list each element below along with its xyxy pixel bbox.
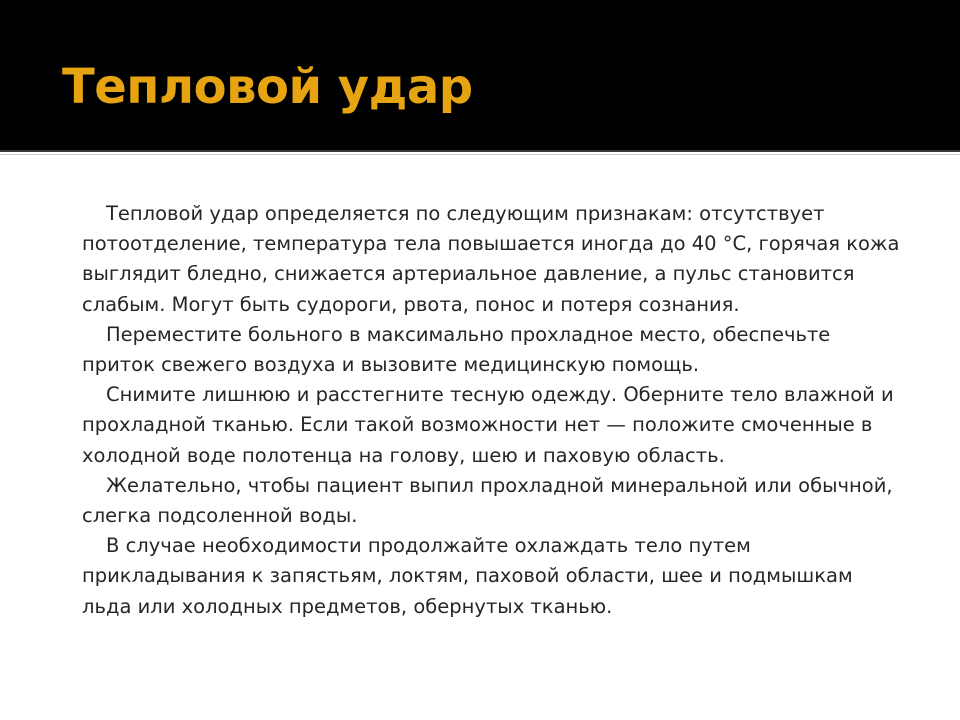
body-paragraph: Снимите лишнюю и расстегните тесную одежду. Оберните тело влажной и прохладной тканью. Если такой возможности нет — положите смоченные в холодной воде полотенца на голову, шею и паховую область. <box>82 383 894 467</box>
title-band <box>0 0 960 150</box>
title-divider-light <box>0 154 960 155</box>
body-paragraph: Желательно, чтобы пациент выпил прохладной минеральной или обычной, слегка подсоленной воды. <box>82 473 893 528</box>
slide-body <box>82 199 904 622</box>
body-paragraph: В случае необходимости продолжайте охлаждать тело путем прикладывания к запястьям, локтям, паховой области, шее и подмышкам льда или холодных предметов, обернутых тканью. <box>82 534 853 618</box>
slide-title: Тепловой удар <box>62 59 473 115</box>
title-divider <box>0 150 960 152</box>
body-paragraph: Тепловой удар определяется по следующим признакам: отсутствует потоотделение, температура тела повышается иногда до 40 °С, горячая кожа выглядит бледно, снижается артериальное давление, а пульс становится слабым. Могут быть судороги, рвота, понос и потеря сознания. <box>82 202 900 316</box>
body-paragraph: Переместите больного в максимально прохладное место, обеспечьте приток свежего воздуха и вызовите медицинскую помощь. <box>82 322 831 377</box>
